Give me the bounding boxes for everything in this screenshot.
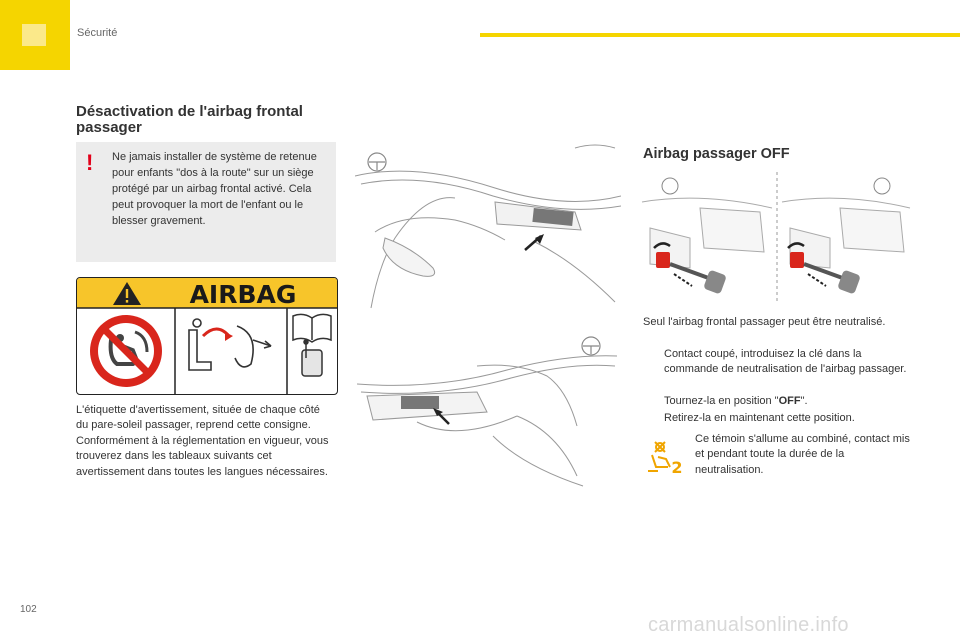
section-title: Sécurité bbox=[77, 27, 118, 39]
airbag-warning-label bbox=[76, 277, 338, 395]
step-1-text: Contact coupé, introduisez la clé dans la commande de neutralisation de l'airbag passager. bbox=[664, 348, 907, 376]
sunvisor-illustration-top bbox=[355, 138, 621, 318]
section-color-tab bbox=[0, 0, 70, 70]
warning-text: Ne jamais installer de système de retenue pour enfants "dos à la route" sur un siège protégé par un airbag frontal activé. Cela peut provoquer la mort de l'enfant ou le blesser gravement. bbox=[112, 151, 317, 227]
intro-text: Seul l'airbag frontal passager peut être neutralisé. bbox=[643, 316, 886, 328]
indicator-number: 2 bbox=[671, 458, 683, 477]
warning-exclamation-icon: ! bbox=[86, 150, 94, 175]
step-3 bbox=[643, 411, 913, 427]
section-heading: Airbag passager OFF bbox=[643, 146, 790, 162]
step-3-text: Retirez-la en maintenant cette position. bbox=[664, 412, 855, 424]
step-2-suffix: ". bbox=[800, 395, 808, 407]
step-2-text bbox=[664, 394, 909, 409]
indicator-note: Ce témoin s'allume au combiné, contact mis et pendant toute la durée de la neutralisation. bbox=[695, 433, 910, 476]
step-2 bbox=[643, 394, 913, 410]
airbag-label-graphic bbox=[77, 278, 337, 394]
key-switch-illustration bbox=[640, 168, 912, 308]
label-description: L'étiquette d'avertissement, située de chaque côté du pare-soleil passager, reprend cette consigne. Conformément à la réglementation en vigueur, vous trouverez dans les tableaux suivants cet avertissement dans toutes les langues nécessaires. bbox=[76, 404, 329, 478]
page-number: 102 bbox=[20, 604, 37, 615]
page-title: Désactivation de l'airbag frontal passager bbox=[76, 103, 303, 136]
section-tab-marker bbox=[22, 24, 46, 46]
read-manual-icon bbox=[293, 314, 331, 376]
airbag-off-indicator-icon bbox=[646, 441, 686, 477]
airbag-deploy-icon bbox=[189, 319, 271, 370]
no-rear-facing-seat-icon bbox=[90, 315, 162, 387]
sunvisor-illustration-bottom bbox=[357, 326, 617, 506]
step-2-prefix: Tournez-la en position " bbox=[664, 395, 779, 407]
label-banner-text: AIRBAG bbox=[189, 280, 297, 309]
watermark: carmanualsonline.info bbox=[648, 614, 849, 636]
off-position-label: OFF bbox=[778, 395, 801, 407]
header-bar bbox=[480, 33, 960, 37]
step-1 bbox=[643, 347, 913, 393]
